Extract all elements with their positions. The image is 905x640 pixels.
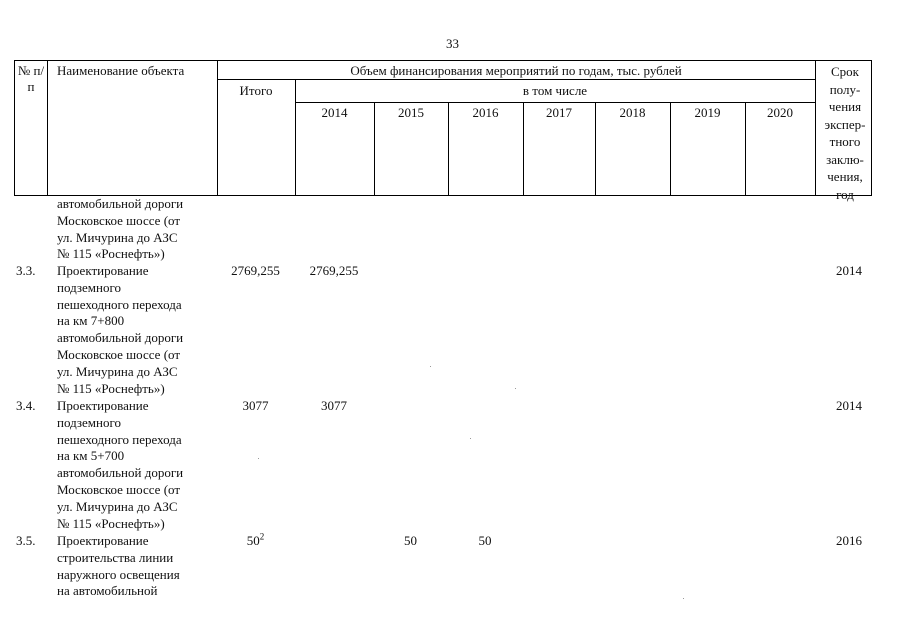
divider bbox=[47, 61, 48, 195]
name-line: автомобильной дороги bbox=[57, 465, 184, 481]
row-3-4-term: 2014 bbox=[836, 398, 862, 413]
row-3-5-2015: 50 bbox=[404, 533, 417, 548]
row-3-5-name bbox=[57, 533, 222, 600]
name-line: строительства линии bbox=[57, 549, 174, 565]
name-line: пешеходного перехода bbox=[57, 296, 182, 312]
header-year-2016: 2016 bbox=[472, 105, 499, 120]
name-line: пешеходного перехода bbox=[57, 431, 182, 447]
name-line: наружного освещения bbox=[57, 566, 180, 582]
name-line: автомобильной дороги bbox=[57, 330, 184, 346]
header-funding: Объем финансирования мероприятий по годам, тыс. рублей bbox=[350, 63, 682, 78]
name-line: Проектирование bbox=[57, 263, 149, 278]
header-term: Срок полу-чения экспер-тного заклю-чения, год bbox=[824, 64, 866, 202]
header-including: в том числе bbox=[522, 83, 588, 98]
page-number: 33 bbox=[446, 36, 459, 51]
name-line: на км 7+800 bbox=[57, 313, 125, 329]
row-3-5-num: 3.5. bbox=[16, 533, 36, 548]
scan-speck bbox=[258, 458, 259, 459]
row-3-5-2016: 50 bbox=[478, 533, 492, 548]
name-line: № 115 «Роснефть») bbox=[57, 246, 165, 262]
row-3-5-total-value: 50 bbox=[246, 533, 260, 548]
name-line: ул. Мичурина до АЗС bbox=[57, 498, 178, 514]
name-line: Московское шоссе (от bbox=[57, 212, 181, 228]
continuation-name bbox=[57, 196, 222, 263]
name-line: на км 5+700 bbox=[57, 448, 125, 464]
row-3-4-name bbox=[57, 398, 222, 532]
row-3-5-term: 2016 bbox=[836, 533, 862, 548]
name-line: Московское шоссе (от bbox=[57, 346, 181, 362]
name-line: на автомобильной bbox=[57, 583, 158, 599]
header-name: Наименование объекта bbox=[57, 63, 185, 78]
header-year-2017: 2017 bbox=[546, 105, 572, 120]
name-line: № 115 «Роснефть») bbox=[57, 380, 165, 396]
row-3-3-term: 2014 bbox=[836, 263, 862, 278]
divider bbox=[217, 79, 815, 80]
name-line: № 115 «Роснефть») bbox=[57, 515, 165, 531]
header-num: № п/п bbox=[17, 63, 45, 94]
header-total: Итого bbox=[239, 83, 273, 98]
row-3-4-num: 3.4. bbox=[16, 398, 36, 413]
table-header bbox=[14, 60, 872, 202]
footnote-mark: 2 bbox=[259, 531, 265, 542]
row-3-5-total bbox=[218, 533, 293, 550]
row-3-4-total: 3077 bbox=[242, 398, 269, 413]
header-year-2014: 2014 bbox=[321, 105, 348, 120]
name-line: ул. Мичурина до АЗС bbox=[57, 229, 178, 245]
name-line: подземного bbox=[57, 279, 121, 295]
divider bbox=[217, 61, 218, 195]
name-line: Московское шоссе (от bbox=[57, 481, 181, 497]
scan-speck bbox=[430, 366, 431, 367]
header-year-2018: 2018 bbox=[619, 105, 646, 120]
name-line: автомобильной дороги bbox=[57, 196, 184, 211]
name-line: Проектирование bbox=[57, 533, 149, 548]
row-3-3-name bbox=[57, 263, 222, 397]
scan-speck bbox=[515, 388, 516, 389]
header-year-2019: 2019 bbox=[694, 105, 721, 120]
header-year-2020: 2020 bbox=[767, 105, 793, 120]
header-year-2015: 2015 bbox=[398, 105, 424, 120]
row-3-4-2014: 3077 bbox=[321, 398, 347, 413]
name-line: ул. Мичурина до АЗС bbox=[57, 363, 178, 379]
scan-speck bbox=[470, 438, 471, 439]
divider bbox=[295, 102, 815, 103]
row-3-3-total: 2769,255 bbox=[231, 263, 280, 278]
name-line: Проектирование bbox=[57, 398, 149, 413]
scan-speck bbox=[683, 598, 684, 599]
row-3-3-2014: 2769,255 bbox=[309, 263, 359, 278]
divider bbox=[815, 61, 816, 195]
row-3-3-num: 3.3. bbox=[16, 263, 36, 278]
name-line: подземного bbox=[57, 414, 121, 430]
